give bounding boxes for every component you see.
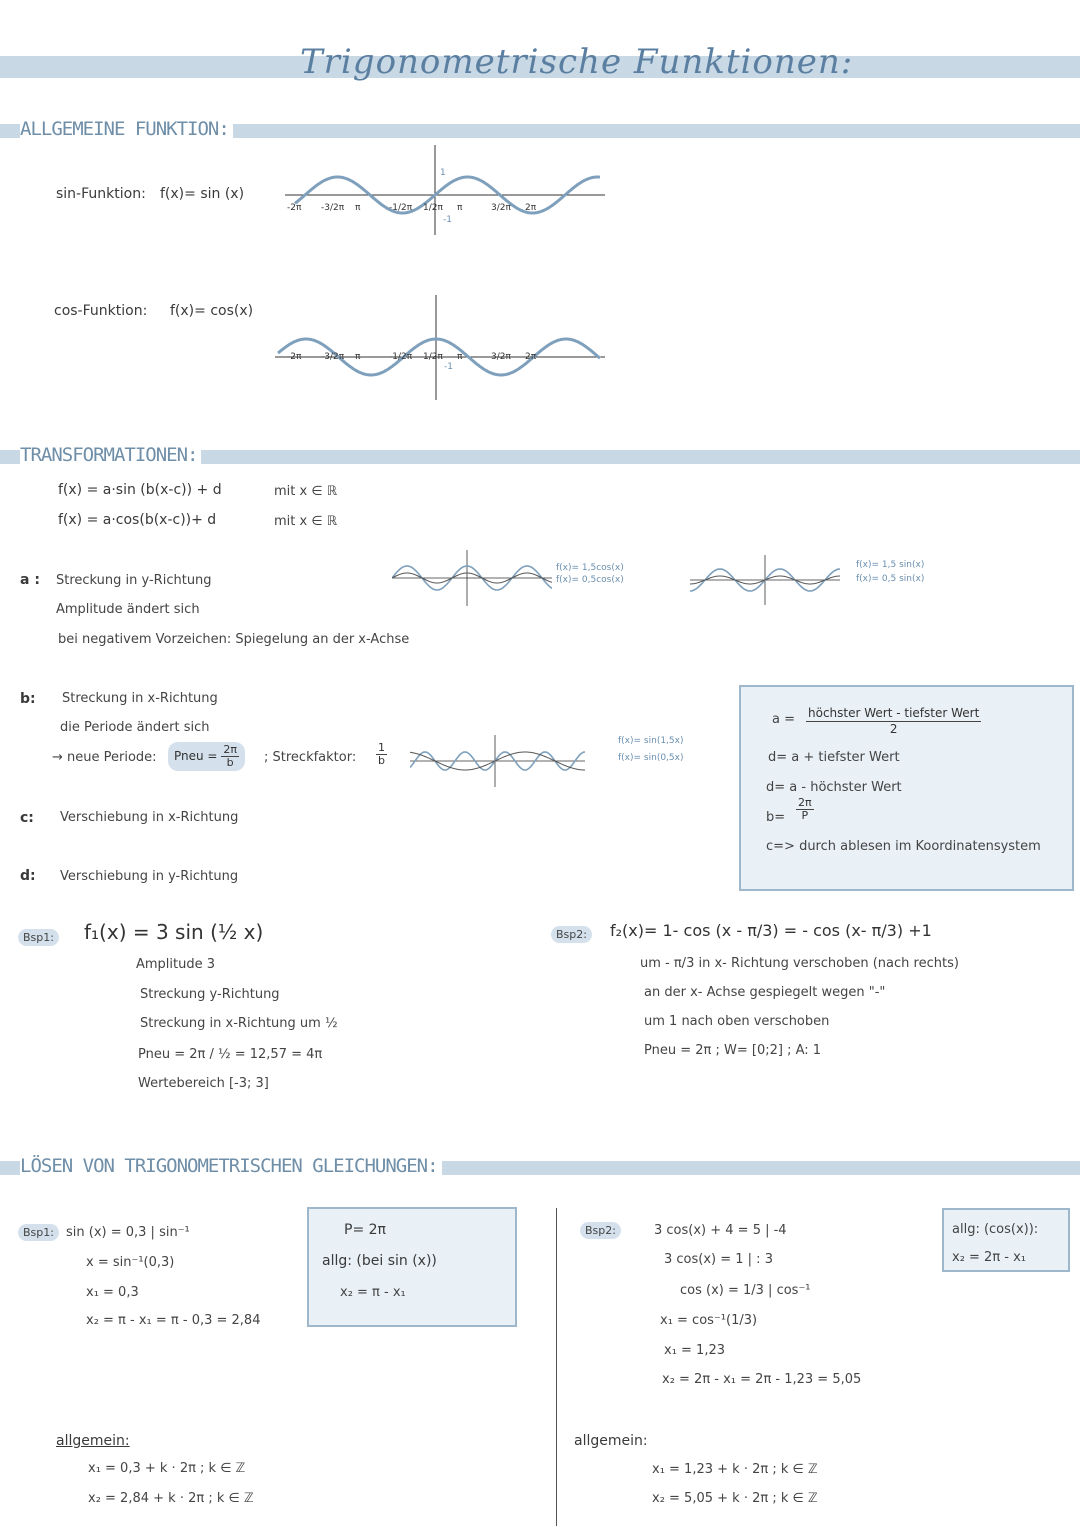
bsp2-line-3: um 1 nach oben verschoben (644, 1014, 830, 1029)
a-plot-cos-legend-1: f(x)= 1,5cos(x) (556, 563, 624, 573)
infobox-a-frac (806, 706, 981, 737)
cos-tick-label: 2π (525, 352, 537, 362)
column-divider (556, 1208, 557, 1526)
infobox-b-frac (796, 797, 814, 822)
a-plot-sin-legend-2: f(x)= 0,5 sin(x) (856, 574, 925, 584)
loesen-bsp1-tag: Bsp1: (18, 1224, 59, 1241)
section-heading-transformationen: TRANSFORMATIONEN: (20, 444, 201, 466)
loesen-allgemein-2: allgemein: (574, 1433, 648, 1449)
pneu-label: Pneu = (174, 749, 218, 763)
loesen-bsp2-line-2: 3 cos(x) = 1 | : 3 (664, 1252, 773, 1267)
bsp2-line-4: Pneu = 2π ; W= [0;2] ; A: 1 (644, 1043, 822, 1058)
sin-y-bottom: -1 (443, 215, 452, 225)
cos-tick-label: -3/2π (321, 352, 345, 362)
infobox-b-prefix: b= (766, 810, 786, 825)
b-plot (410, 735, 585, 787)
loesen-box1-line-2: allg: (bei sin (x)) (322, 1253, 437, 1269)
infobox-a-num: höchster Wert - tiefster Wert (808, 706, 980, 720)
loesen-bsp2-line-4: x₁ = cos⁻¹(1/3) (660, 1313, 758, 1328)
param-c-label: c: (20, 810, 34, 826)
infobox-b-den: P (801, 809, 809, 822)
sin-tick-label: 1/2π (423, 203, 443, 213)
loesen-bsp1-line-3: x₁ = 0,3 (86, 1285, 139, 1300)
loesen-box1-line-3: x₂ = π - x₁ (340, 1285, 406, 1300)
bsp2-formula: f₂(x)= 1- cos (x - π/3) = - cos (x- π/3) +1 (610, 921, 932, 940)
sin-label: sin-Funktion: (56, 186, 146, 202)
sin-tick-label: -2π (287, 203, 302, 213)
transform-mit-1: mit x ∈ ℝ (274, 484, 338, 499)
loesen-bsp2-line-6: x₂ = 2π - x₁ = 2π - 1,23 = 5,05 (662, 1372, 862, 1387)
bsp1-line-3: Streckung in x-Richtung um ½ (140, 1016, 338, 1031)
cos-graph (270, 290, 610, 405)
infobox-a-den: 2 (889, 722, 898, 736)
loesen-allgemein-1: allgemein: (56, 1433, 130, 1449)
b-plot-legend-2: f(x)= sin(0,5x) (618, 753, 684, 763)
infobox-a-prefix: a = (772, 712, 795, 727)
loesen-bsp2-line-3: cos (x) = 1/3 | cos⁻¹ (680, 1283, 811, 1298)
loesen-bsp1-line-2: x = sin⁻¹(0,3) (86, 1255, 175, 1270)
transform-formula-sin: f(x) = a·sin (b(x-c)) + d (58, 482, 222, 498)
b-plot-legend-1: f(x)= sin(1,5x) (618, 736, 684, 746)
loesen-box2-line-1: allg: (cos(x)): (952, 1222, 1039, 1237)
a-plot-sin-legend-1: f(x)= 1,5 sin(x) (856, 560, 925, 570)
sin-tick-label: 3/2π (491, 203, 511, 213)
pneu-highlight (168, 742, 245, 771)
loesen-bsp2-line-5: x₁ = 1,23 (664, 1343, 726, 1358)
sin-y-top: 1 (440, 168, 446, 178)
loesen-box1-line-1: P= 2π (344, 1222, 386, 1238)
bsp1-line-4: Pneu = 2π / ½ = 12,57 = 4π (138, 1047, 323, 1062)
streckfaktor-num: 1 (378, 741, 385, 754)
loesen-bsp1-line-4: x₂ = π - x₁ = π - 0,3 = 2,84 (86, 1313, 261, 1328)
section-heading-loesen: LÖSEN VON TRIGONOMETRISCHEN GLEICHUNGEN: (20, 1155, 442, 1177)
transform-mit-2: mit x ∈ ℝ (274, 514, 338, 529)
bsp1-line-1: Amplitude 3 (136, 957, 216, 972)
loesen-bsp1-line-1: sin (x) = 0,3 | sin⁻¹ (66, 1225, 190, 1240)
sin-tick-label: 2π (525, 203, 537, 213)
infobox-b-num: 2π (798, 796, 812, 809)
pneu-frac-num: 2π (223, 743, 237, 756)
loesen-bsp2-line-1: 3 cos(x) + 4 = 5 | -4 (654, 1223, 787, 1238)
section-heading-allgemein: ALLGEMEINE FUNKTION: (20, 118, 233, 140)
cos-tick-label: 3/2π (491, 352, 511, 362)
sin-tick-label: -3/2π (321, 203, 345, 213)
a-plot-cos-legend-2: f(x)= 0,5cos(x) (556, 575, 624, 585)
sin-tick-label: -1/2π (389, 203, 413, 213)
a-plot-sin (690, 555, 840, 605)
sin-tick-label: π (457, 203, 463, 213)
param-b-line-2: die Periode ändert sich (60, 720, 210, 735)
param-a-label: a : (20, 572, 40, 588)
cos-label: cos-Funktion: (54, 303, 148, 319)
streckfaktor-frac (376, 742, 387, 767)
cos-tick-label: -2π (287, 352, 302, 362)
loesen-gen1-line-1: x₁ = 0,3 + k · 2π ; k ∈ ℤ (88, 1461, 246, 1476)
pneu-frac-den: b (226, 756, 234, 769)
transform-formula-cos: f(x) = a·cos(b(x-c))+ d (58, 512, 217, 528)
loesen-bsp2-tag: Bsp2: (580, 1222, 621, 1239)
param-a-line-1: Streckung in y-Richtung (56, 573, 212, 588)
param-b-neue-periode: → neue Periode: (52, 750, 157, 765)
infobox-d-2: d= a - höchster Wert (766, 780, 902, 795)
page-title: Trigonometrische Funktionen: (300, 42, 854, 82)
cos-tick-label: π (457, 352, 463, 362)
param-b-label: b: (20, 691, 36, 707)
param-c-line: Verschiebung in x-Richtung (60, 810, 239, 825)
bsp1-line-5: Wertebereich [-3; 3] (138, 1076, 269, 1091)
bsp1-formula: f₁(x) = 3 sin (½ x) (84, 920, 264, 944)
bsp1-tag: Bsp1: (18, 929, 59, 946)
streckfaktor-label: ; Streckfaktor: (264, 750, 357, 765)
bsp2-tag: Bsp2: (551, 926, 592, 943)
a-plot-cos (392, 548, 552, 608)
param-d-label: d: (20, 868, 36, 884)
bsp2-line-1: um - π/3 in x- Richtung verschoben (nach rechts) (640, 956, 959, 971)
param-a-line-3: bei negativem Vorzeichen: Spiegelung an der x-Achse (58, 632, 410, 647)
cos-tick-label: π (355, 352, 361, 362)
cos-tick-label: 1/2π (423, 352, 443, 362)
param-a-line-2: Amplitude ändert sich (56, 602, 200, 617)
sin-tick-label: π (355, 203, 361, 213)
sin-graph (280, 140, 610, 240)
bsp1-line-2: Streckung y-Richtung (140, 987, 280, 1002)
streckfaktor-den: b (378, 754, 385, 767)
infobox-d-1: d= a + tiefster Wert (768, 750, 900, 765)
loesen-gen2-line-2: x₂ = 5,05 + k · 2π ; k ∈ ℤ (652, 1491, 818, 1506)
cos-formula: f(x)= cos(x) (170, 303, 254, 319)
infobox-c: c=> durch ablesen im Koordinatensystem (766, 839, 1041, 854)
param-b-line-1: Streckung in x-Richtung (62, 691, 218, 706)
loesen-gen2-line-1: x₁ = 1,23 + k · 2π ; k ∈ ℤ (652, 1462, 818, 1477)
cos-y-bottom: -1 (444, 362, 453, 372)
sin-formula: f(x)= sin (x) (160, 186, 245, 202)
loesen-box2-line-2: x₂ = 2π - x₁ (952, 1250, 1027, 1265)
loesen-gen1-line-2: x₂ = 2,84 + k · 2π ; k ∈ ℤ (88, 1491, 254, 1506)
bsp2-line-2: an der x- Achse gespiegelt wegen "-" (644, 985, 886, 1000)
param-d-line: Verschiebung in y-Richtung (60, 869, 239, 884)
cos-tick-label: -1/2π (389, 352, 413, 362)
